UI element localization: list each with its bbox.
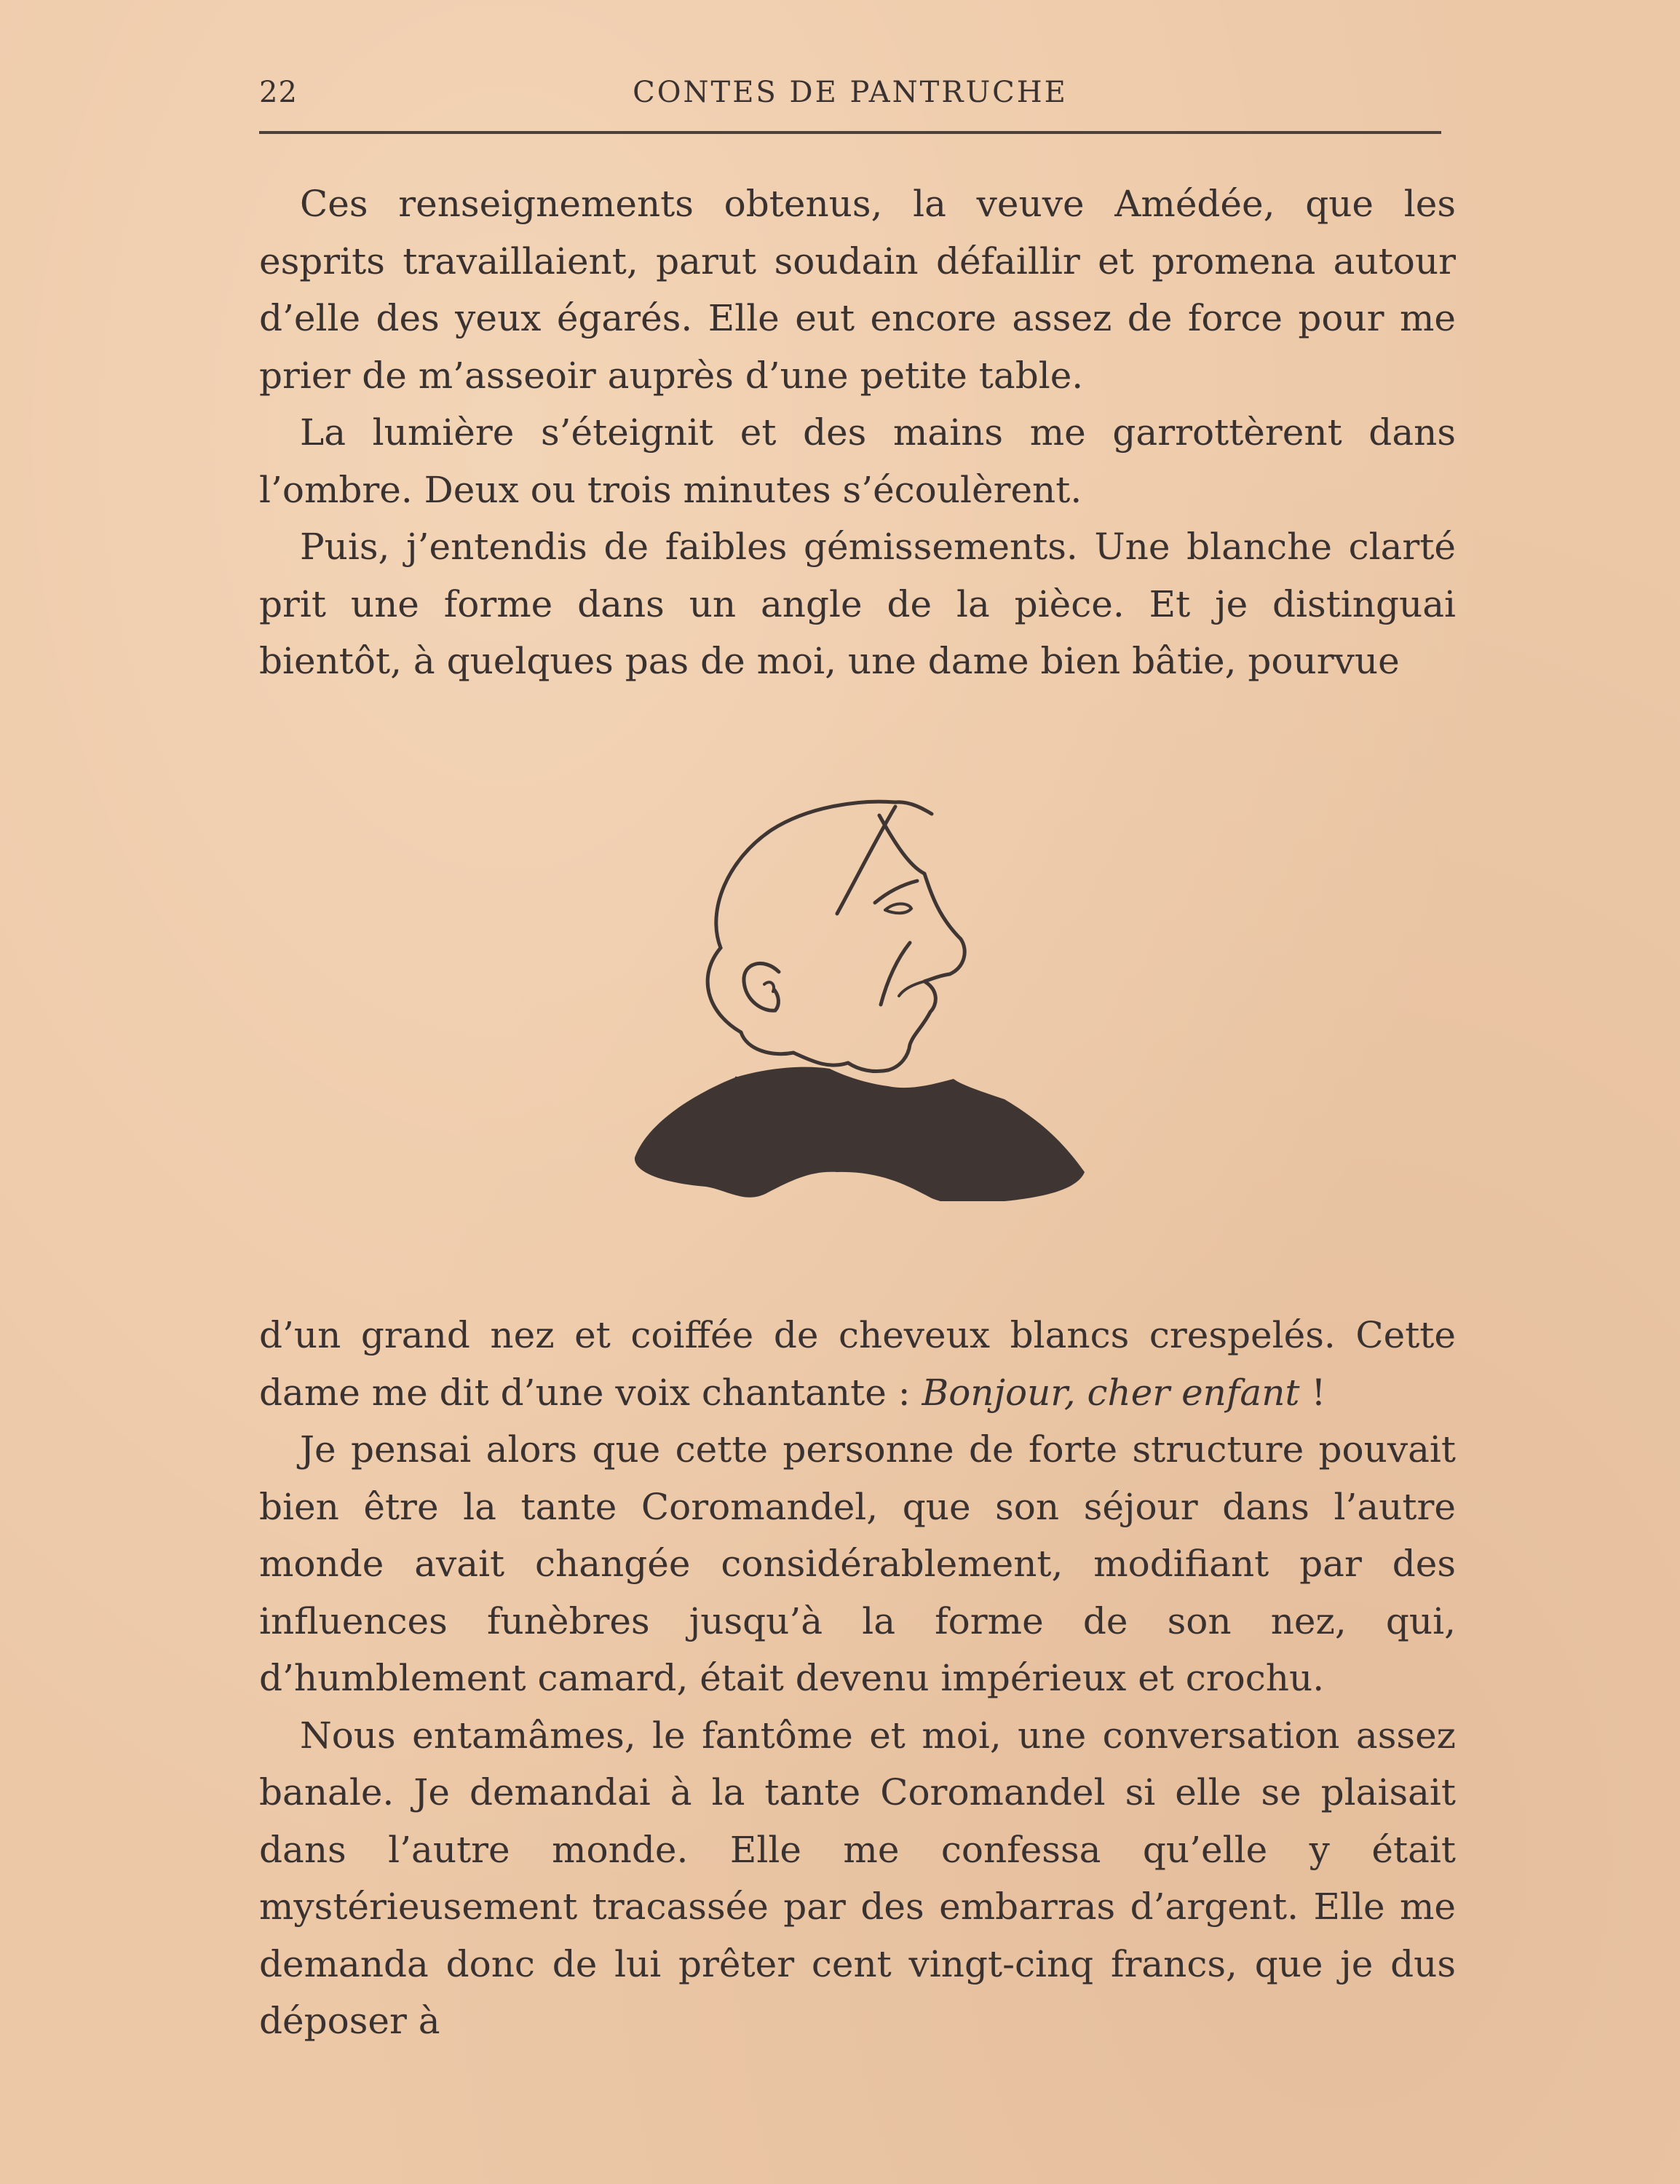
paragraph-3: Puis, j’entendis de faibles gémissements. Une blanche clarté prit une forme dans un angle de la pièce. Et je distinguai bientôt, à quelques pas de moi, une dame bien bâtie, pourvue — [259, 526, 1456, 682]
temple-curl — [837, 807, 895, 914]
hair-outline — [708, 802, 932, 1032]
head-back-line — [741, 1032, 793, 1054]
paragraph-5: Nous entamâmes, le fantôme et moi, une conversation assez banale. Je demandai à la tante Coromandel si elle se plaisait dans l’autre monde. Elle me confessa qu’elle y était mystérieusement tracassée par des embarras d’argent. Elle me demanda donc de lui prêter cent vingt-cinq francs, que je dus déposer à — [259, 1714, 1456, 2042]
text-block-top — [259, 175, 1456, 690]
page-number: 22 — [259, 76, 298, 109]
continuation-end: ! — [1299, 1371, 1326, 1414]
ghost-portrait-illustration — [619, 794, 1092, 1201]
paragraph-4: Je pensai alors que cette personne de forte structure pouvait bien être la tante Coromandel, que son séjour dans l’autre monde avait changée considérablement, modifiant par des influences funèbres jusqu’à la forme de son nez, qui, d’humblement camard, était devenu impérieux et crochu. — [259, 1428, 1456, 1699]
shawl-shape — [635, 1067, 1085, 1201]
face-profile — [848, 815, 964, 1072]
running-title: CONTES DE PANTRUCHE — [633, 76, 1068, 109]
eyebrow — [875, 881, 917, 903]
paragraph-continuation — [259, 1307, 1456, 1421]
ear-inner — [764, 982, 774, 992]
page-header — [259, 73, 1441, 116]
paragraph-2: La lumière s’éteignit et des mains me garrottèrent dans l’ombre. Deux ou trois minutes s’écoulèrent. — [259, 411, 1456, 511]
eye — [885, 904, 911, 914]
mouth-line — [899, 981, 924, 996]
italic-quote: Bonjour, cher enfant — [922, 1371, 1300, 1414]
text-block-bottom — [259, 1307, 1456, 2050]
cheek-line — [881, 943, 910, 1005]
paragraph-1: Ces renseignements obtenus, la veuve Amédée, que les esprits travaillaient, parut soudain défaillir et promena autour d’elle des yeux égarés. Elle eut encore assez de force pour me prier de m’asseoir auprès d’une petite table. — [259, 183, 1456, 397]
jaw-line — [793, 1053, 848, 1065]
header-rule — [259, 131, 1441, 134]
continuation-text: d’un grand nez et coiffée de cheveux blancs crespelés. Cette dame me dit d’une voix chantante : — [259, 1314, 1456, 1414]
